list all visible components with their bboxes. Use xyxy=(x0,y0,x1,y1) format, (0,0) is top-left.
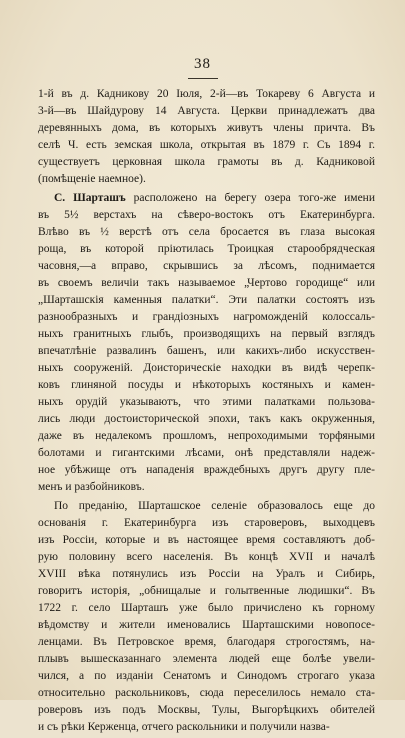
text-line: впечатлѣніе развалинъ башенъ, или какихъ-либо искусствен- xyxy=(38,345,375,357)
text-line: изъ Россіи, которые и въ настоящее время составляютъ доб- xyxy=(38,534,375,546)
paragraph xyxy=(38,86,375,188)
text-line: болотами и гигантскими лѣсами, онѣ представляли надеж- xyxy=(38,447,375,459)
text-line: плывъ вышесказаннаго элемента людей еще болѣе увели- xyxy=(38,653,375,665)
text-line: основанія г. Екатеринбурга изъ староверовъ, выходцевъ xyxy=(38,517,375,529)
text-line: чился, а по изданіи Сенатомъ и Синодомъ строгаго указа xyxy=(38,670,375,682)
text-line: XVIII вѣка потянулись изъ Россіи на Уралъ и Сибирь, xyxy=(38,568,375,580)
text-line: рую половину всего населенія. Въ концѣ XVII и началѣ xyxy=(38,551,375,563)
text-line: въ своемъ величіи такъ называемое „Чертово городище“ или xyxy=(38,277,375,289)
text-line: даже въ недалекомъ прошломъ, непроходимыми торфяными xyxy=(38,430,375,442)
text-line: вѣдомству и жители именовались Шарташскими новопосе- xyxy=(38,619,375,631)
text-line: селѣ Ч. есть земская школа, открытая въ 1879 г. Съ 1894 г. xyxy=(38,139,375,151)
text-line-rest: расположено на берегу озера того-же имени xyxy=(125,192,375,204)
text-line: По преданію, Шарташское селеніе образовалось еще до xyxy=(54,500,375,512)
text-line: ное убѣжище отъ нападенія враждебныхъ другъ другу пле- xyxy=(38,464,375,476)
text-line: часовня,—а вправо, скрывшись за лѣсомъ, поднимается xyxy=(38,260,375,272)
text-line: менъ и разбойниковъ. xyxy=(38,481,145,493)
page-number-rule xyxy=(188,78,218,79)
text-line xyxy=(38,190,375,207)
paragraph xyxy=(38,190,375,496)
text-line: ленцами. Въ Петровское время, благодаря строгостямъ, на- xyxy=(38,636,375,648)
text-line: 1722 г. село Шарташъ уже было причислено къ горному xyxy=(38,602,375,614)
text-line: существуетъ церковная школа грамоты въ д. Кадниковой xyxy=(38,156,375,168)
text-line: 1-й въ д. Кадникову 20 Іюля, 2-й—въ Токареву 6 Августа и xyxy=(38,88,375,100)
paragraph xyxy=(38,498,375,736)
text-line: лись люди достоисторической эпохи, такъ какъ окруженныя, xyxy=(38,413,375,425)
text-line: относительно раскольниковъ, сюда переселилось немало ста- xyxy=(38,687,375,699)
section-heading: С. Шарташъ xyxy=(54,192,126,204)
text-line: въ 5½ верстахъ на сѣверо-востокъ отъ Екатеринбурга. xyxy=(38,209,375,221)
text-line: ныхъ гранитныхъ глыбъ, производящихъ на первый взглядъ xyxy=(38,328,375,340)
text-line: роверовъ изъ подъ Москвы, Тулы, Выгорѣцкихъ обителей xyxy=(38,704,375,716)
text-line: (помѣщеніе наемное). xyxy=(38,173,146,185)
text-line: разнообразныхъ и грандіозныхъ нагроможденій колоссаль- xyxy=(38,311,375,323)
text-line: 3-й—въ Шайдурову 14 Августа. Церкви принадлежатъ два xyxy=(38,105,375,117)
text-line: говоритъ исторія, „обнищалые и голытвенные людишки“. Въ xyxy=(38,585,375,597)
page-number: 38 xyxy=(194,56,211,72)
text-line: Влѣво въ ½ верстѣ отъ села бросается въ глаза высокая xyxy=(38,226,375,238)
body-text xyxy=(38,86,375,738)
text-line: роща, въ которой пріютилась Троицкая старообрядческая xyxy=(38,243,375,255)
text-line: ковъ глиняной посуды и нѣкоторыхъ костяныхъ и камен- xyxy=(38,379,375,391)
text-line: ныхъ орудій указываютъ, что этими палатками пользова- xyxy=(38,396,375,408)
text-line: и съ рѣки Керженца, отчего раскольники и получили назва- xyxy=(38,721,330,733)
text-line: деревянныхъ дома, въ которыхъ живутъ члены причта. Въ xyxy=(38,122,375,134)
text-line: „Шарташскія каменныя палатки“. Эти палатки состоятъ изъ xyxy=(38,294,375,306)
text-line: ныхъ сооруженій. Доисторическіе находки въ видѣ черепк- xyxy=(38,362,375,374)
